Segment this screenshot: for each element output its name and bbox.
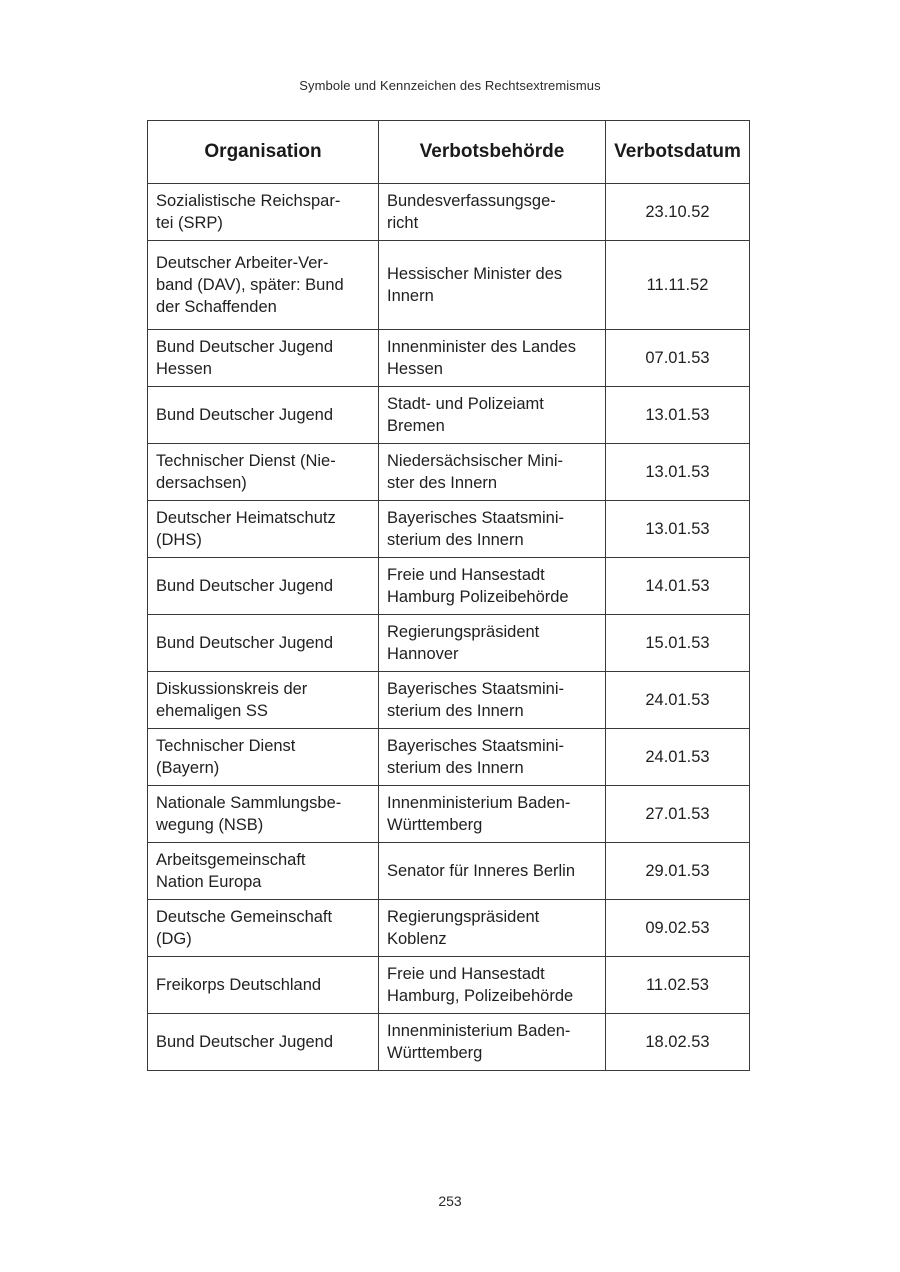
cell-authority: Stadt- und Polizeiamt Bremen bbox=[379, 387, 606, 444]
cell-authority: Bayerisches Staatsmini- sterium des Innern bbox=[379, 501, 606, 558]
table-header-row bbox=[148, 121, 750, 184]
page-number: 253 bbox=[438, 1193, 462, 1209]
table-row bbox=[148, 558, 750, 615]
cell-authority: Niedersächsischer Mini- ster des Innern bbox=[379, 444, 606, 501]
cell-authority: Bundesverfassungsge- richt bbox=[379, 184, 606, 241]
cell-authority: Innenminister des Landes Hessen bbox=[379, 330, 606, 387]
table-row bbox=[148, 615, 750, 672]
cell-authority: Senator für Inneres Berlin bbox=[379, 843, 606, 900]
column-header-organisation: Organisation bbox=[148, 121, 379, 184]
table-row bbox=[148, 957, 750, 1014]
running-header: Symbole und Kennzeichen des Rechtsextremismus bbox=[299, 78, 601, 93]
cell-authority: Bayerisches Staatsmini- sterium des Innern bbox=[379, 729, 606, 786]
cell-authority: Freie und Hansestadt Hamburg Polizeibehörde bbox=[379, 558, 606, 615]
table-row bbox=[148, 672, 750, 729]
cell-date: 11.11.52 bbox=[606, 241, 750, 330]
table-row bbox=[148, 184, 750, 241]
cell-date: 13.01.53 bbox=[606, 387, 750, 444]
cell-organisation: Technischer Dienst (Bayern) bbox=[148, 729, 379, 786]
cell-organisation: Bund Deutscher Jugend Hessen bbox=[148, 330, 379, 387]
table-body bbox=[148, 184, 750, 1071]
cell-date: 27.01.53 bbox=[606, 786, 750, 843]
cell-date: 29.01.53 bbox=[606, 843, 750, 900]
table-row bbox=[148, 900, 750, 957]
table-row bbox=[148, 387, 750, 444]
cell-organisation: Deutscher Heimatschutz (DHS) bbox=[148, 501, 379, 558]
table-row bbox=[148, 1014, 750, 1071]
cell-organisation: Deutscher Arbeiter-Ver- band (DAV), später: Bund der Schaffenden bbox=[148, 241, 379, 330]
table-row bbox=[148, 241, 750, 330]
cell-organisation: Diskussionskreis der ehemaligen SS bbox=[148, 672, 379, 729]
cell-organisation: Freikorps Deutschland bbox=[148, 957, 379, 1014]
cell-organisation: Deutsche Gemeinschaft (DG) bbox=[148, 900, 379, 957]
table-row bbox=[148, 501, 750, 558]
cell-date: 07.01.53 bbox=[606, 330, 750, 387]
cell-organisation: Sozialistische Reichspar- tei (SRP) bbox=[148, 184, 379, 241]
cell-date: 14.01.53 bbox=[606, 558, 750, 615]
table-row bbox=[148, 444, 750, 501]
cell-date: 23.10.52 bbox=[606, 184, 750, 241]
column-header-date: Verbotsdatum bbox=[606, 121, 750, 184]
cell-authority: Regierungspräsident Koblenz bbox=[379, 900, 606, 957]
cell-authority: Innenministerium Baden- Württemberg bbox=[379, 1014, 606, 1071]
cell-organisation: Nationale Sammlungsbe- wegung (NSB) bbox=[148, 786, 379, 843]
cell-organisation: Bund Deutscher Jugend bbox=[148, 558, 379, 615]
cell-date: 11.02.53 bbox=[606, 957, 750, 1014]
cell-date: 09.02.53 bbox=[606, 900, 750, 957]
ban-table bbox=[147, 120, 750, 1071]
cell-organisation: Arbeitsgemeinschaft Nation Europa bbox=[148, 843, 379, 900]
cell-date: 24.01.53 bbox=[606, 672, 750, 729]
cell-organisation: Technischer Dienst (Nie- dersachsen) bbox=[148, 444, 379, 501]
table-row bbox=[148, 786, 750, 843]
table-row bbox=[148, 330, 750, 387]
cell-date: 13.01.53 bbox=[606, 501, 750, 558]
table-row bbox=[148, 843, 750, 900]
cell-authority: Regierungspräsident Hannover bbox=[379, 615, 606, 672]
table-row bbox=[148, 729, 750, 786]
column-header-authority: Verbotsbehörde bbox=[379, 121, 606, 184]
cell-date: 24.01.53 bbox=[606, 729, 750, 786]
cell-date: 13.01.53 bbox=[606, 444, 750, 501]
cell-authority: Bayerisches Staatsmini- sterium des Innern bbox=[379, 672, 606, 729]
cell-organisation: Bund Deutscher Jugend bbox=[148, 387, 379, 444]
cell-organisation: Bund Deutscher Jugend bbox=[148, 615, 379, 672]
cell-authority: Freie und Hansestadt Hamburg, Polizeibehörde bbox=[379, 957, 606, 1014]
cell-authority: Hessischer Minister des Innern bbox=[379, 241, 606, 330]
cell-date: 18.02.53 bbox=[606, 1014, 750, 1071]
cell-authority: Innenministerium Baden- Württemberg bbox=[379, 786, 606, 843]
cell-organisation: Bund Deutscher Jugend bbox=[148, 1014, 379, 1071]
ban-table-container bbox=[147, 120, 749, 1071]
cell-date: 15.01.53 bbox=[606, 615, 750, 672]
